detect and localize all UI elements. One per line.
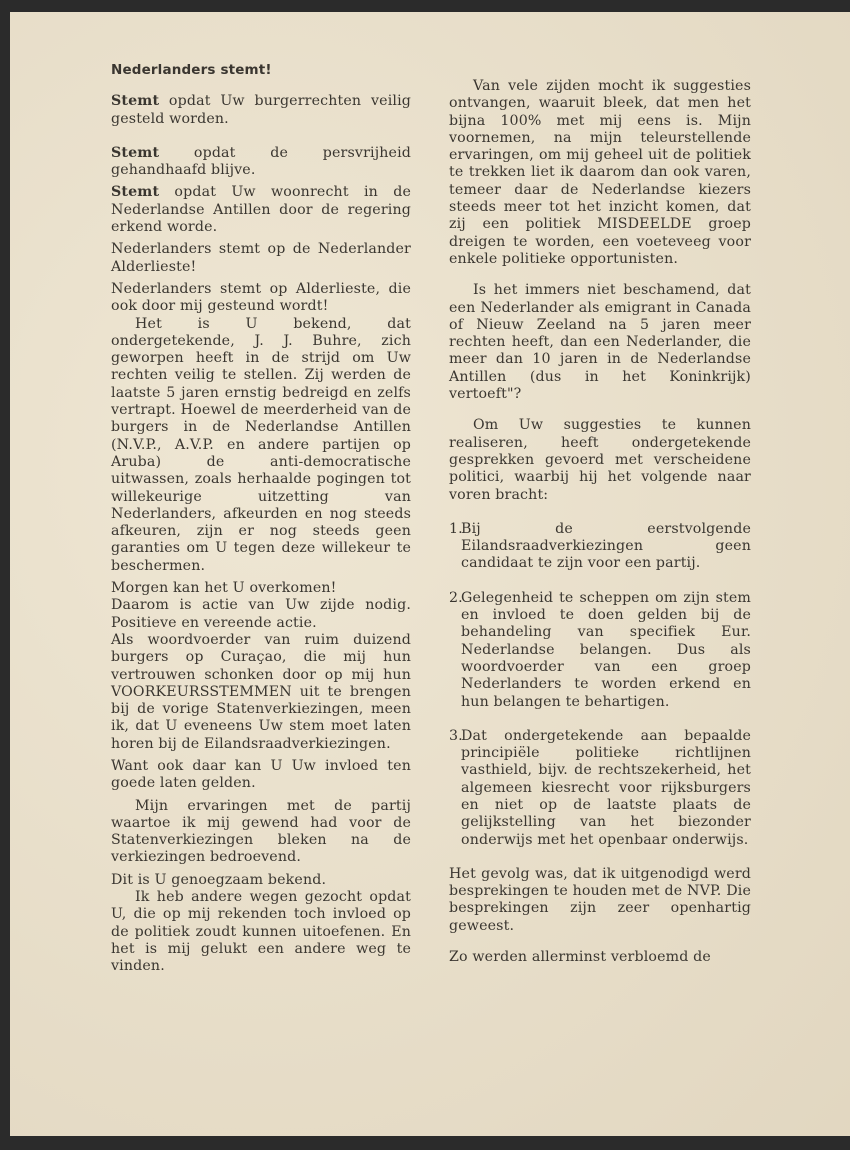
paragraph: Zo werden allerminst verbloemd de	[449, 949, 711, 966]
paragraph: Als woordvoerder van ruim duizend burgers op Curaçao, die mij hun vertrouwen schonken door op mij hun VOORKEURSSTEMMEN uit te brengen bij de vorige Statenverkiezingen, meen ik, dat U eveneens Uw stem moet laten horen bij de Eilandsraadverkiezingen.	[111, 631, 411, 752]
paragraph: Want ook daar kan U Uw invloed ten goede laten gelden.	[111, 757, 411, 792]
paragraph-text: opdat Uw woonrecht in de Nederlandse Antillen door de regering erkend worde.	[111, 184, 411, 236]
paragraph: Om Uw suggesties te kunnen realiseren, heeft ondergetekende gesprekken gevoerd met verscheidene politici, waarbij hij het volgende naar voren bracht:	[449, 417, 751, 503]
paragraph: Ik heb andere wegen gezocht opdat U, die op mij rekenden toch invloed op de politiek zoudt kunnen uitoefenen. En het is mij gelukt een andere weg te vinden.	[111, 889, 411, 975]
paragraph	[111, 93, 411, 128]
heading: Nederlanders stemt!	[111, 62, 272, 78]
paragraph: Nederlanders stemt op de Nederlander Alderlieste!	[111, 241, 411, 275]
left-column	[111, 62, 411, 976]
bold-lead: Stemt	[111, 144, 160, 161]
paragraph: Het gevolg was, dat ik uitgenodigd werd besprekingen te houden met de NVP. Die besprekingen zijn zeer openhartig geweest.	[449, 865, 751, 934]
paragraph	[111, 145, 411, 180]
list-item	[449, 590, 751, 711]
list-item	[449, 728, 751, 849]
list-text: Bij de eerstvolgende Eilandsraadverkiezingen geen candidaat te zijn voor een partij.	[461, 520, 751, 572]
paragraph	[111, 184, 411, 236]
paragraph: Morgen kan het U overkomen!	[111, 580, 337, 597]
right-column	[449, 62, 751, 966]
list-number: 3.	[449, 727, 463, 744]
list-text: Dat ondergetekende aan bepaalde principiële politieke richtlijnen vasthield, bijv. de rechtszekerheid, het algemeen kiesrecht voor rijksburgers en niet op de laatste plaats de gelijkstelling van het biezonder onderwijs met het openbaar onderwijs.	[461, 727, 751, 848]
list-item	[449, 521, 751, 573]
paragraph: Het is U bekend, dat ondergetekende, J. J. Buhre, zich geworpen heeft in de strijd om Uw rechten veilig te stellen. Zij werden de laatste 5 jaren ernstig bedreigd en zelfs vertrapt. Hoewel de meerderheid van de burgers in de Nederlandse Antillen (N.V.P., A.V.P. en andere partijen op Aruba) de anti-democratische uitwassen, zoals herhaalde pogingen tot willekeurige uitzetting van Nederlanders, afkeurden en nog steeds afkeuren, zijn er nog steeds geen garanties om U tegen deze willekeur te beschermen.	[111, 315, 411, 574]
scanner-border	[10, 1136, 850, 1150]
paragraph: Nederlanders stemt op Alderlieste, die ook door mij gesteund wordt!	[111, 280, 411, 315]
bold-lead: Stemt	[111, 93, 160, 110]
bold-lead: Stemt	[111, 184, 160, 201]
paragraph: Dit is U genoegzaam bekend.	[111, 871, 327, 888]
list-number: 1.	[449, 520, 463, 537]
paragraph: Daarom is actie van Uw zijde nodig. Positieve en vereende actie.	[111, 597, 411, 631]
paragraph-text: opdat de persvrijheid gehandhaafd blijve.	[111, 144, 411, 179]
list-text: Gelegenheid te scheppen om zijn stem en invloed te doen gelden bij de behandeling van specifiek Eur. Nederlandse belangen. Dus als woordvoerder van een groep Nederlanders te worden erkend en hun belangen te behartigen.	[461, 589, 751, 710]
paragraph-text: opdat Uw burgerrechten veilig gesteld worden.	[111, 93, 411, 127]
paragraph: Mijn ervaringen met de partij waartoe ik mij gewend had voor de Statenverkiezingen bleken na de verkiezingen bedroevend.	[111, 797, 411, 866]
paragraph: Van vele zijden mocht ik suggesties ontvangen, waaruit bleek, dat men het bijna 100% met mij eens is. Mijn voornemen, na mijn teleurstellende ervaringen, om mij geheel uit de politiek te trekken liet ik daarom dan ook varen, temeer daar de Nederlandse kiezers steeds meer tot het inzicht komen, dat zij een politiek MISDEELDE groep dreigen te worden, een voeteveeg voor enkele politieke opportunisten.	[449, 78, 751, 267]
paragraph: Is het immers niet beschamend, dat een Nederlander als emigrant in Canada of Nieuw Zeeland na 5 jaren meer rechten heeft, dan een Nederlander, die meer dan 10 jaren in de Nederlandse Antillen (dus in het Koninkrijk) vertoeft"?	[449, 282, 751, 403]
list-number: 2.	[449, 589, 463, 606]
